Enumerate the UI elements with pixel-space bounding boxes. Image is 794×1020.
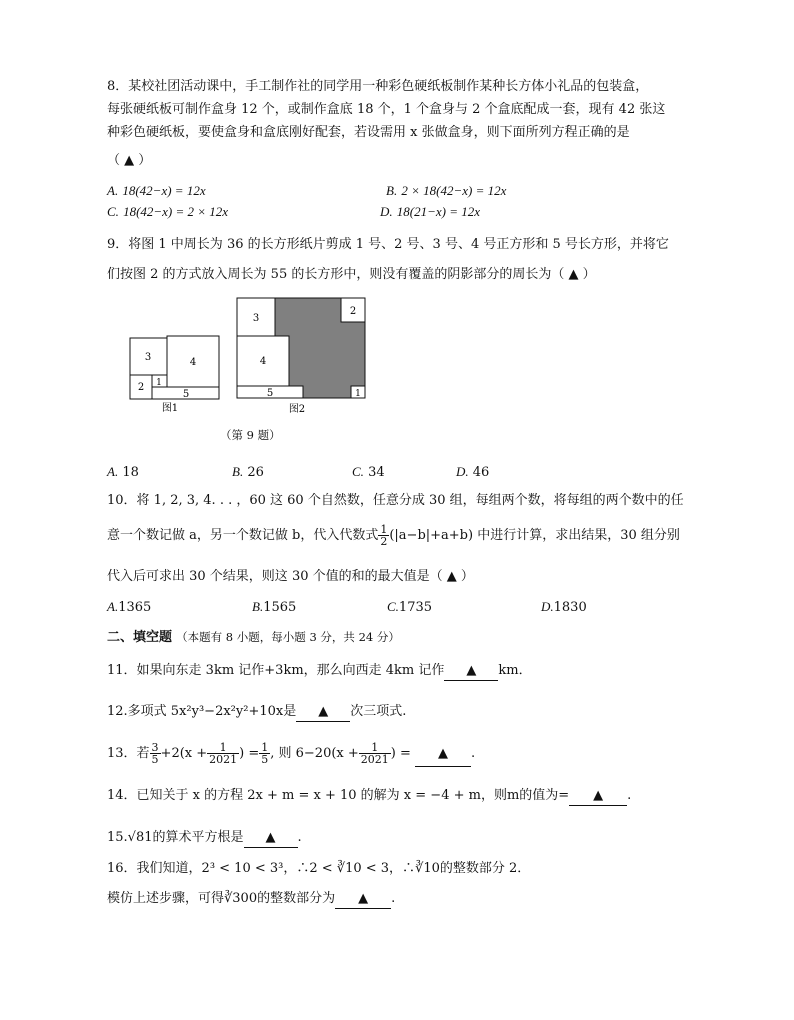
q8-line3: 种彩色硬纸板，要使盒身和盒底刚好配套，若设需用 x 张做盒身，则下面所列方程正确的是 (107, 125, 630, 140)
q11-answer-blank[interactable]: ▲ (444, 662, 498, 681)
q14-line (107, 787, 631, 806)
option-text: 46 (472, 465, 490, 480)
fig2-label-4: 4 (259, 356, 267, 367)
frac-numerator: 1 (359, 742, 391, 754)
q15-text: 15.√81的算术平方根是 (107, 830, 244, 845)
option-letter: A. (107, 599, 119, 614)
q16-post: . (391, 891, 396, 906)
option-letter: C. (387, 599, 399, 614)
fig2-label-5: 5 (266, 388, 274, 399)
option-text: 18(42−x) = 2 × 12x (123, 204, 229, 219)
figure-2 (235, 296, 367, 414)
section-title: 二、填空题 (107, 630, 173, 645)
frac-denominator: 5 (261, 753, 269, 766)
q14-text: 14．已知关于 x 的方程 2x + m = x + 10 的解为 x = −4 + m，则m的值为= (107, 788, 570, 803)
q9-line2: 们按图 2 的方式放入周长为 55 的长方形中，则没有覆盖的阴影部分的周长为（ ▲ ） (107, 267, 596, 282)
option-letter: D. (541, 599, 554, 614)
section-header (107, 628, 400, 647)
frac-numerator: 1 (207, 742, 239, 754)
q10-option-a (107, 598, 151, 617)
q15-post: . (297, 830, 302, 845)
q10-option-b (252, 598, 296, 617)
option-letter: C. (107, 204, 119, 219)
q13-e: ) = (390, 746, 411, 761)
q9-option-a (107, 463, 139, 482)
q11-unit: km． (498, 663, 532, 678)
figure-1 (128, 334, 222, 412)
option-text: 18(42−x) = 12x (122, 183, 206, 198)
option-text: 1365 (118, 600, 152, 615)
q11-text: 11．如果向东走 3km 记作+3km，那么向西走 4km 记作 (107, 663, 445, 678)
q10-line3: 代入后可求出 30 个结果，则这 30 个值的和的最大值是（ ▲ ） (107, 569, 474, 584)
option-text: 34 (368, 465, 385, 480)
fraction-1-2021 (207, 742, 239, 765)
option-text: 26 (247, 465, 264, 480)
fig2-caption: 图2 (288, 404, 306, 414)
option-letter: C. (352, 464, 364, 479)
fig1-label-5: 5 (182, 389, 190, 400)
q9-figure-caption: （第 9 题） (220, 428, 281, 442)
option-letter: A. (107, 464, 119, 479)
frac-numerator: 3 (151, 741, 159, 754)
q13-line (107, 742, 475, 767)
option-text: 1830 (553, 600, 587, 615)
option-text: 1565 (263, 600, 297, 615)
frac-numerator: 1 (261, 741, 269, 754)
option-letter: A. (107, 183, 119, 198)
q12-post: 次三项式. (350, 704, 407, 719)
q13-answer-blank[interactable]: ▲ (415, 742, 471, 767)
fig2-label-2: 2 (349, 306, 357, 317)
fig1-label-1: 1 (156, 378, 162, 388)
q8-line1: 8．某校社团活动课中，手工制作社的同学用一种彩色硬纸板制作某种长方体小礼品的包装盒， (107, 79, 649, 94)
q8-option-b (386, 182, 506, 201)
option-letter: D. (380, 204, 393, 219)
fig1-label-2: 2 (137, 382, 145, 393)
option-text: 1735 (398, 600, 433, 615)
q16-text: 模仿上述步骤，可得∛300的整数部分为 (107, 891, 336, 906)
q13-a: 13．若 (107, 746, 150, 761)
frac-denominator: 5 (151, 753, 159, 766)
section-note: （本题有 8 小题，每小题 3 分，共 24 分） (176, 630, 400, 644)
q15-line (107, 829, 302, 848)
q12-text: 12.多项式 5x²y³−2x²y²+10x是 (107, 704, 297, 719)
option-letter: D. (456, 464, 469, 479)
q16-line2 (107, 890, 395, 909)
fraction-1-5 (259, 742, 270, 765)
q13-c: ) = (239, 746, 260, 761)
q13-post: . (471, 746, 476, 761)
q15-answer-blank[interactable]: ▲ (244, 829, 298, 848)
q10-line2-end: (|a−b|+a+b) 中进行计算，求出结果，30 组分别 (389, 528, 680, 543)
fig2-label-3: 3 (252, 313, 260, 324)
q11-line (107, 662, 532, 681)
option-text: 18 (122, 465, 139, 480)
q10-option-c (387, 598, 432, 617)
q9-option-b (232, 463, 264, 482)
option-text: 2 × 18(42−x) = 12x (401, 183, 507, 198)
fig1-label-3: 3 (144, 352, 152, 363)
q10-line2-start: 意一个数记做 a，另一个数记做 b，代入代数式 (107, 528, 379, 543)
q8-option-c (107, 203, 228, 222)
option-letter: B. (386, 183, 398, 198)
q8-option-a (107, 182, 206, 201)
frac-denominator: 2021 (209, 753, 238, 766)
q14-answer-blank[interactable]: ▲ (569, 787, 627, 806)
option-text: 18(21−x) = 12x (396, 204, 481, 219)
fig1-label-4: 4 (189, 357, 197, 368)
q8-line4: （ ▲ ） (107, 153, 152, 168)
q12-line (107, 703, 406, 722)
option-letter: B. (252, 599, 264, 614)
q13-d: , 则 6−20(x + (270, 746, 359, 761)
q8-option-d (380, 203, 480, 222)
q10-line1: 10．将 1, 2, 3, 4. . . ，60 这 60 个自然数，任意分成 30 组，每组两个数，将每组的两个数中的任 (107, 493, 684, 508)
q16-answer-blank[interactable]: ▲ (335, 890, 391, 909)
fig2-label-1: 1 (355, 389, 361, 399)
fraction-one-half (378, 524, 389, 547)
frac-numerator: 1 (380, 523, 388, 536)
q9-option-d (456, 463, 489, 482)
q8-line2: 每张硬纸板可制作盒身 12 个，或制作盒底 18 个，1 个盒身与 2 个盒底配成一套，现有 42 张这 (107, 102, 666, 117)
q12-answer-blank[interactable]: ▲ (296, 703, 350, 722)
q13-b: +2(x + (160, 746, 208, 761)
frac-denominator: 2021 (360, 753, 389, 766)
q9-line1: 9．将图 1 中周长为 36 的长方形纸片剪成 1 号、2 号、3 号、4 号正方形和 5 号长方形，并将它 (107, 237, 669, 252)
q14-post: . (627, 788, 632, 803)
frac-denominator: 2 (380, 535, 388, 548)
q9-option-c (352, 463, 385, 482)
q10-line2 (107, 524, 680, 547)
fraction-1-2021-b (359, 742, 391, 765)
q16-line1: 16．我们知道，2³ < 10 < 3³，∴2 < ∛10 < 3，∴∛10的整数部分 2． (107, 861, 531, 876)
q10-option-d (541, 598, 587, 617)
option-letter: B. (232, 464, 244, 479)
fig1-caption: 图1 (161, 403, 179, 412)
fraction-3-5 (150, 742, 161, 765)
